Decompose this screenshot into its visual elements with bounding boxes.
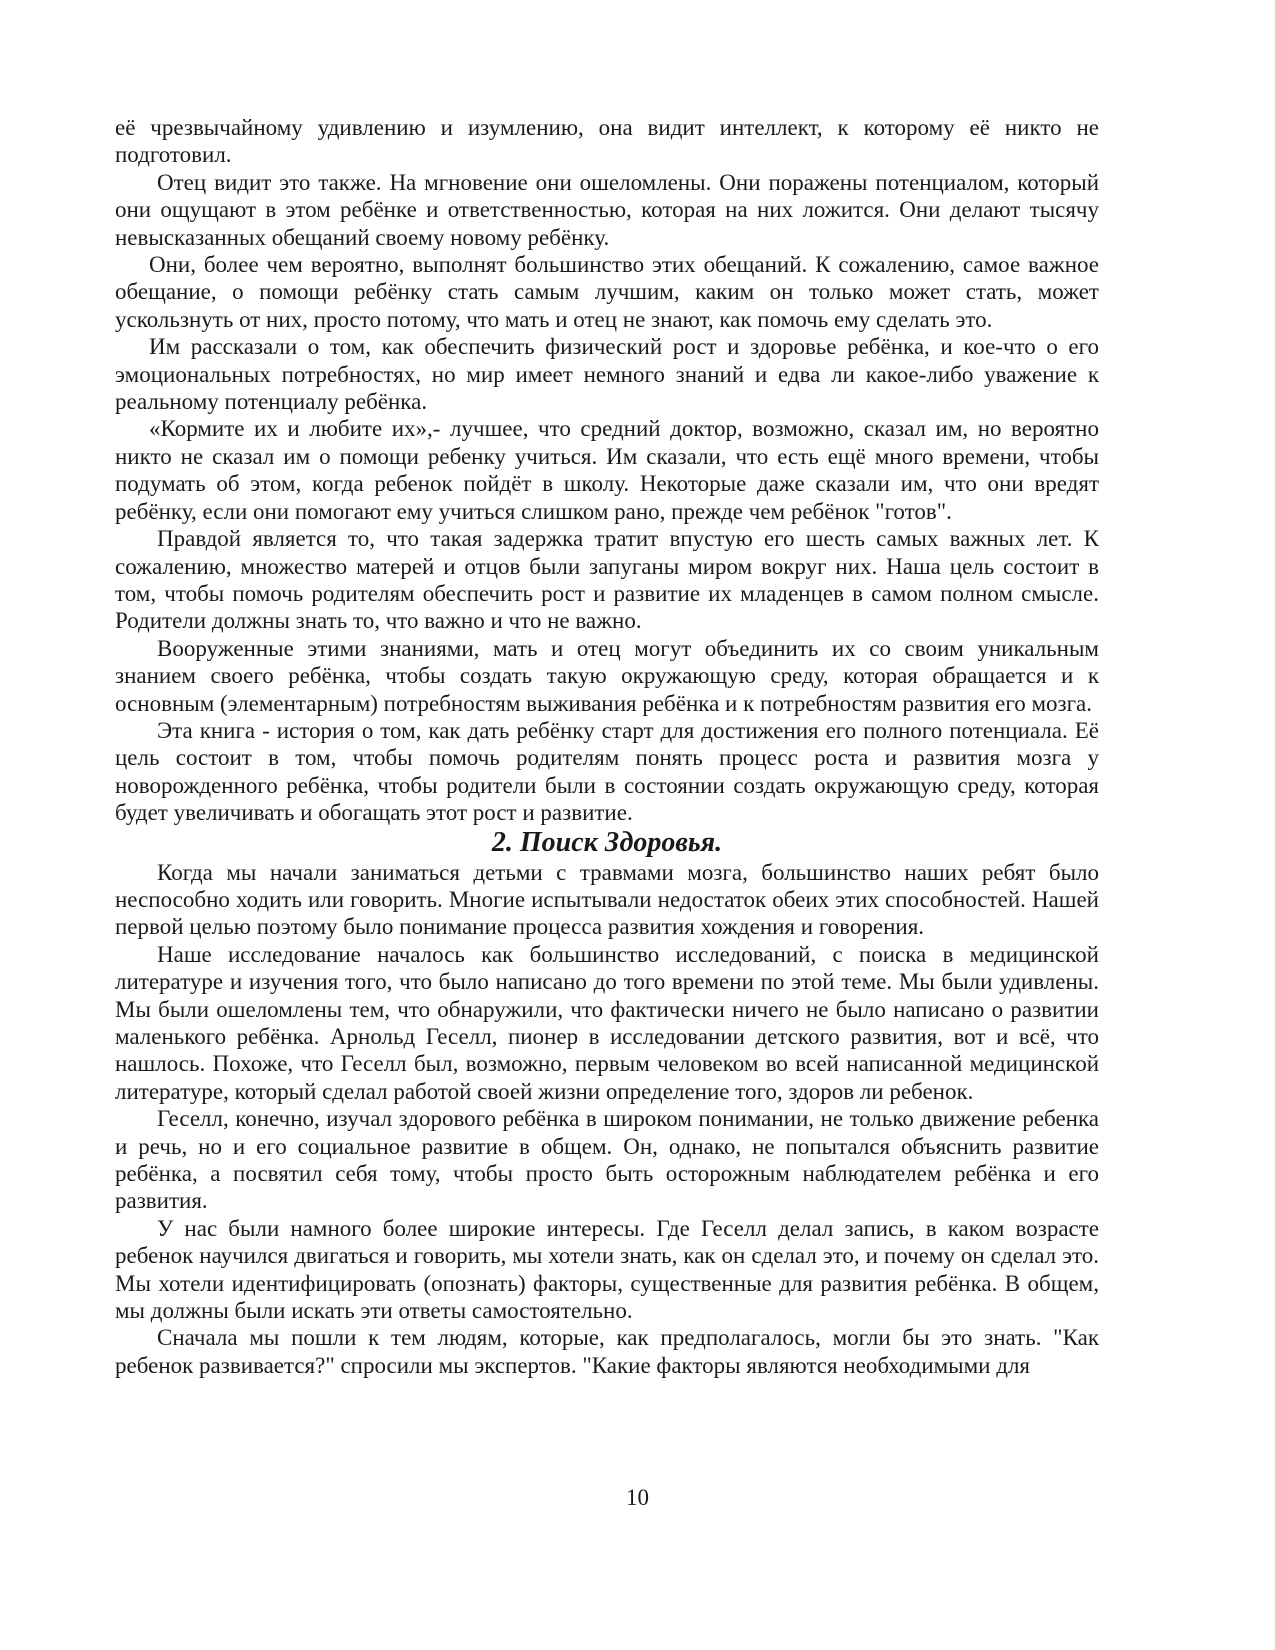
paragraph: Правдой является то, что такая задержка тратит впустую его шесть самых важных лет. К сожалению, множество матерей и отцов были запуганы миром вокруг них. Наша цель состоит в том, чтобы помочь родителям обеспечить рост и развитие их младенцев в самом полном смысле. Родители должны знать то, что важно и что не важно. — [115, 526, 1099, 634]
paragraph: Вооруженные этими знаниями, мать и отец могут объединить их со своим уникальным знанием своего ребёнка, чтобы создать такую окружающую среду, которая обращается и к основным (элементарным) потребностям выживания ребёнка и к потребностям развития его мозга. — [115, 635, 1099, 716]
paragraph: Когда мы начали заниматься детьми с травмами мозга, большинство наших ребят было неспособно ходить или говорить. Многие испытывали недостаток обеих этих способностей. Нашей первой целью поэтому было понимание процесса развития хождения и говорения. — [115, 859, 1099, 940]
paragraph: «Кормите их и любите их»,- лучшее, что средний доктор, возможно, сказал им, но вероятно никто не сказал им о помощи ребенку учиться. Им сказали, что есть ещё много времени, чтобы подумать об этом, когда ребенок пойдёт в школу. Некоторые даже сказали им, что они вредят ребёнку, если они помогают ему учиться слишком рано, прежде чем ребёнок "готов". — [115, 416, 1099, 524]
document-page — [115, 114, 1099, 1379]
paragraph: её чрезвычайному удивлению и изумлению, она видит интеллект, к которому её никто не подготовил. — [115, 115, 1099, 168]
paragraph: Сначала мы пошли к тем людям, которые, как предполагалось, могли бы это знать. "Как ребенок развивается?" спросили мы экспертов. "Какие факторы являются необходимыми для — [115, 1325, 1099, 1378]
paragraph: У нас были намного более широкие интересы. Где Геселл делал запись, в каком возрасте ребенок научился двигаться и говорить, мы хотели знать, как он сделал это, и почему он сделал это. Мы хотели идентифицировать (опознать) факторы, существенные для развития ребёнка. В общем, мы должны были искать эти ответы самостоятельно. — [115, 1215, 1099, 1324]
page-number: 10 — [626, 1485, 649, 1510]
paragraph: Они, более чем вероятно, выполнят большинство этих обещаний. К сожалению, самое важное обещание, о помощи ребёнку стать самым лучшим, каким он только может стать, может ускользнуть от них, просто потому, что мать и отец не знают, как помочь ему сделать это. — [115, 252, 1099, 332]
paragraph: Эта книга - история о том, как дать ребёнку старт для достижения его полного потенциала. Её цель состоит в том, чтобы помочь родителям понять процесс роста и развития мозга у новорожденного ребёнка, чтобы родители были в состоянии создать окружающую среду, которая будет увеличивать и обогащать этот рост и развитие. — [115, 717, 1099, 826]
paragraph: Отец видит это также. На мгновение они ошеломлены. Они поражены потенциалом, который они ощущают в этом ребёнке и ответственностью, которая на них ложится. Они делают тысячу невысказанных обещаний своему новому ребёнку. — [115, 169, 1099, 250]
section-heading: 2. Поиск Здоровья. — [491, 826, 723, 858]
paragraph: Геселл, конечно, изучал здорового ребёнка в широком понимании, не только движение ребенка и речь, но и его социальное развитие в общем. Он, однако, не попытался объяснить развитие ребёнка, а посвятил себя тому, чтобы просто быть осторожным наблюдателем ребёнка и его развития. — [115, 1106, 1099, 1214]
paragraph: Наше исследование началось как большинство исследований, с поиска в медицинской литературе и изучения того, что было написано до того времени по этой теме. Мы были удивлены. Мы были ошеломлены тем, что обнаружили, что фактически ничего не было написано о развитии маленького ребёнка. Арнольд Геселл, пионер в исследовании детского развития, вот и всё, что нашлось. Похоже, что Геселл был, возможно, первым человеком во всей написанной медицинской литературе, который сделал работой своей жизни определение того, здоров ли ребенок. — [115, 941, 1099, 1104]
paragraph: Им рассказали о том, как обеспечить физический рост и здоровье ребёнка, и кое-что о его эмоциональных потребностях, но мир имеет немного знаний и едва ли какое-либо уважение к реальному потенциалу ребёнка. — [115, 334, 1099, 415]
